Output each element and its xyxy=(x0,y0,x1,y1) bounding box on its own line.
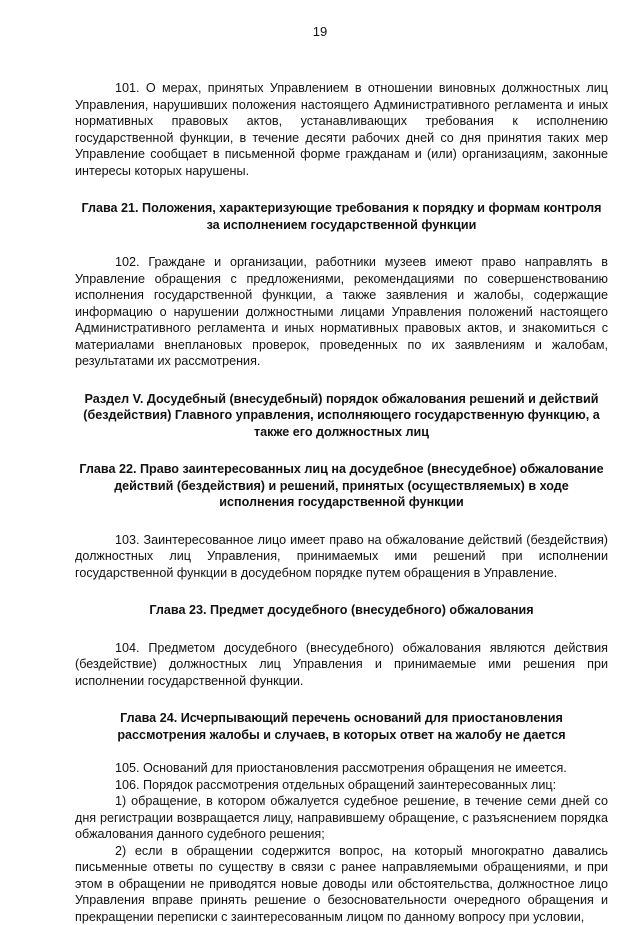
paragraph-101: 101. О мерах, принятых Управлением в отношении виновных должностных лиц Управления, нарушивших положения настоящего Административного регламента и иных нормативных правовых актов, устанавливающих требования к исполнению государственной функции, в течение десяти рабочих дней со дня принятия таких мер Управление сообщает в письменной форме гражданам и (или) организациям, законные интересы которых нарушены. xyxy=(75,80,608,179)
paragraph-106-item-1: 1) обращение, в котором обжалуется судебное решение, в течение семи дней со дня регистрации возвращается лицу, направившему обращение, с разъяснением порядка обжалования данного судебного решения; xyxy=(75,793,608,843)
chapter-21-heading: Глава 21. Положения, характеризующие требования к порядку и формам контроля за исполнением государственной функции xyxy=(75,200,608,233)
paragraph-104: 104. Предметом досудебного (внесудебного) обжалования являются действия (бездействие) должностных лиц Управления и принимаемые ими решения при исполнении государственной функции. xyxy=(75,640,608,690)
paragraph-103: 103. Заинтересованное лицо имеет право на обжалование действий (бездействия) должностных лиц Управления, принимаемых ими решений при исполнении государственной функции в досудебном порядке путем обращения в Управление. xyxy=(75,532,608,582)
paragraph-102: 102. Граждане и организации, работники музеев имеют право направлять в Управление обращения с предложениями, рекомендациями по совершенствованию исполнения государственной функции, а также заявления и жалобы, содержащие информацию о нарушении должностными лицами Управления положений настоящего Административного регламента и иных нормативных правовых актов, и знакомиться с материалами внеплановых проверок, проведенных по их заявлениям и жалобам, результатами их рассмотрения. xyxy=(75,254,608,370)
page-number: 19 xyxy=(0,24,640,39)
chapter-22-heading: Глава 22. Право заинтересованных лиц на досудебное (внесудебное) обжалование действий (бездействия) и решений, принятых (осуществляемых) в ходе исполнения государственной функции xyxy=(75,461,608,511)
paragraph-105: 105. Оснований для приостановления рассмотрения обращения не имеется. xyxy=(75,760,608,777)
chapter-23-heading: Глава 23. Предмет досудебного (внесудебного) обжалования xyxy=(75,602,608,619)
page-content xyxy=(75,80,608,925)
paragraph-106-item-2: 2) если в обращении содержится вопрос, на который многократно давались письменные ответы по существу в связи с ранее направляемыми обращениями, и при этом в обращении не приводятся новые доводы или обстоятельства, должностное лицо Управления вправе принять решение о безосновательности очередного обращения и прекращении переписки с заинтересованным лицом по данному вопросу при условии, xyxy=(75,843,608,925)
paragraph-106: 106. Порядок рассмотрения отдельных обращений заинтересованных лиц: xyxy=(75,777,608,794)
section-5-heading: Раздел V. Досудебный (внесудебный) порядок обжалования решений и действий (бездействия) Главного управления, исполняющего государственную функцию, а также его должностных лиц xyxy=(75,391,608,441)
chapter-24-heading: Глава 24. Исчерпывающий перечень оснований для приостановления рассмотрения жалобы и случаев, в которых ответ на жалобу не дается xyxy=(75,710,608,743)
